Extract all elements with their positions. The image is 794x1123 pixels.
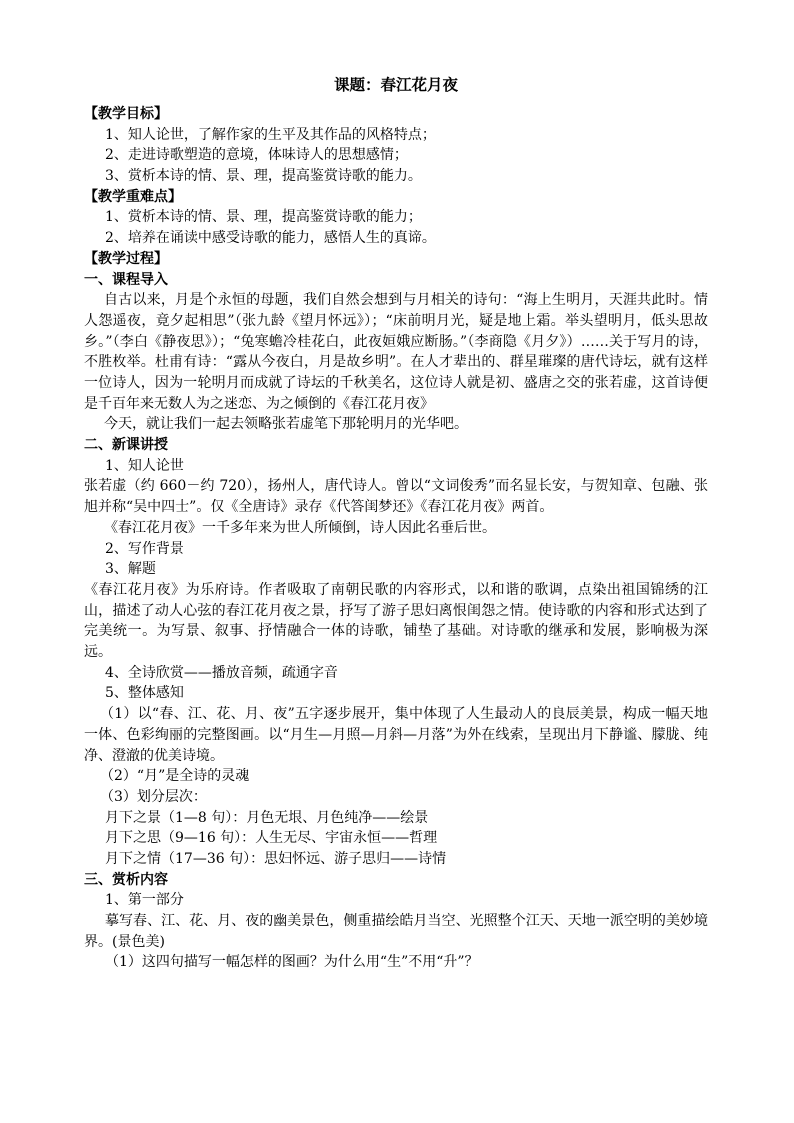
- subsection-appreciation: 4、全诗欣赏——播放音频，疏通字音: [105, 664, 338, 681]
- page-title: 课题：春江花月夜: [333, 76, 458, 94]
- intro-paragraph: 自古以来，月是个永恒的母题，我们自然会想到与月相关的诗句：“海上生明月，天涯共此时。情人怨遥夜，竟夕起相思”（张九龄《望月怀远》）；“床前明月光，疑是地上霜。举头望明月，低头思故乡。”（李白《静夜思》）；“兔寒蟾冷桂花白，此夜姮娥应断肠。”（李商隐《月夕》）……关于写月的诗，不胜枚举。杜甫有诗：“露从今夜白，月是故乡明”。在人才辈出的、群星璀璨的唐代诗坛，就有这样一位诗人，因为一轮明月而成就了诗坛的千秋美名，这位诗人就是初、盛唐之交的张若虚，这首诗便是千百年来无数人为之迷恋、为之倾倒的《春江花月夜》: [84, 292, 708, 412]
- goal-item: 2、走进诗歌塑造的意境，体味诗人的思想感情；: [105, 147, 408, 164]
- intro-closing-paragraph: 今天，就让我们一起去领略张若虚笔下那轮明月的光华吧。: [104, 416, 468, 433]
- section-heading-intro: 一、课程导入: [84, 271, 168, 288]
- key-points-heading: 【教学重难点】: [84, 188, 182, 205]
- key-point-item: 2、培养在诵读中感受诗歌的能力，感悟人生的真谛。: [105, 230, 436, 247]
- subsection-overall-perception: 5、整体感知: [105, 685, 184, 702]
- layer-item: 月下之思（9—16 句）：人生无尽、宇宙永恒——哲理: [105, 830, 438, 847]
- subsection-author: 1、知人论世: [105, 457, 184, 474]
- section-heading-analysis: 三、赏析内容: [84, 871, 168, 888]
- author-note-paragraph: 《春江花月夜》一千多年来为世人所倾倒，诗人因此名垂后世。: [104, 519, 496, 536]
- key-point-item: 1、赏析本诗的情、景、理，提高鉴赏诗歌的能力；: [105, 209, 422, 226]
- section-heading-new-lesson: 二、新课讲授: [84, 437, 168, 454]
- part-one-question: （1）这四句描写一幅怎样的图画？为什么用“生”不用“升”？: [105, 954, 479, 971]
- author-paragraph: 张若虚（约 660－约 720），扬州人，唐代诗人。曾以“文词俊秀”而名显长安，与贺知章、包融、张旭并称“吴中四士”。仅《全唐诗》录存《代答闺梦还》《春江花月夜》两首。: [84, 478, 708, 516]
- subsection-background: 2、写作背景: [105, 540, 184, 557]
- process-heading: 【教学过程】: [84, 250, 168, 267]
- layer-item: 月下之情（17—36 句）：思妇怀远、游子思归——诗情: [105, 851, 447, 868]
- perception-point-3: （3）划分层次：: [100, 788, 207, 805]
- goal-item: 3、赏析本诗的情、景、理，提高鉴赏诗歌的能力。: [105, 168, 422, 185]
- layer-item: 月下之景（1—8 句）：月色无垠、月色纯净——绘景: [105, 809, 429, 826]
- document-page: [84, 74, 708, 973]
- goals-heading: 【教学目标】: [84, 106, 168, 122]
- subsection-title-analysis: 3、解题: [105, 561, 156, 578]
- goal-item: 1、知人论世，了解作家的生平及其作品的风格特点；: [105, 126, 436, 143]
- title-analysis-paragraph: 《春江花月夜》为乐府诗。作者吸取了南朝民歌的内容形式，以和谐的歌调，点染出祖国锦绣的江山，描述了动人心弦的春江花月夜之景，抒写了游子思妇离恨闺怨之情。使诗歌的内容和形式达到了完美统一。为写景、叙事、抒情融合一体的诗歌，铺垫了基础。对诗歌的继承和发展，影响极为深远。: [84, 581, 708, 661]
- part-one-paragraph: 摹写春、江、花、月、夜的幽美景色，侧重描绘皓月当空、光照整个江天、天地一派空明的美妙境界。(景色美): [84, 913, 708, 950]
- subsection-part-one: 1、第一部分: [105, 892, 184, 909]
- perception-point-2: （2）“月”是全诗的灵魂: [100, 768, 250, 785]
- perception-paragraph: （1）以“春、江、花、月、夜”五字逐步展开，集中体现了人生最动人的良辰美景，构成一幅天地一体、色彩绚丽的完整图画。以“月生—月照—月斜—月落”为外在线索，呈现出月下静谧、朦胧、纯净、澄澈的优美诗境。: [84, 706, 708, 764]
